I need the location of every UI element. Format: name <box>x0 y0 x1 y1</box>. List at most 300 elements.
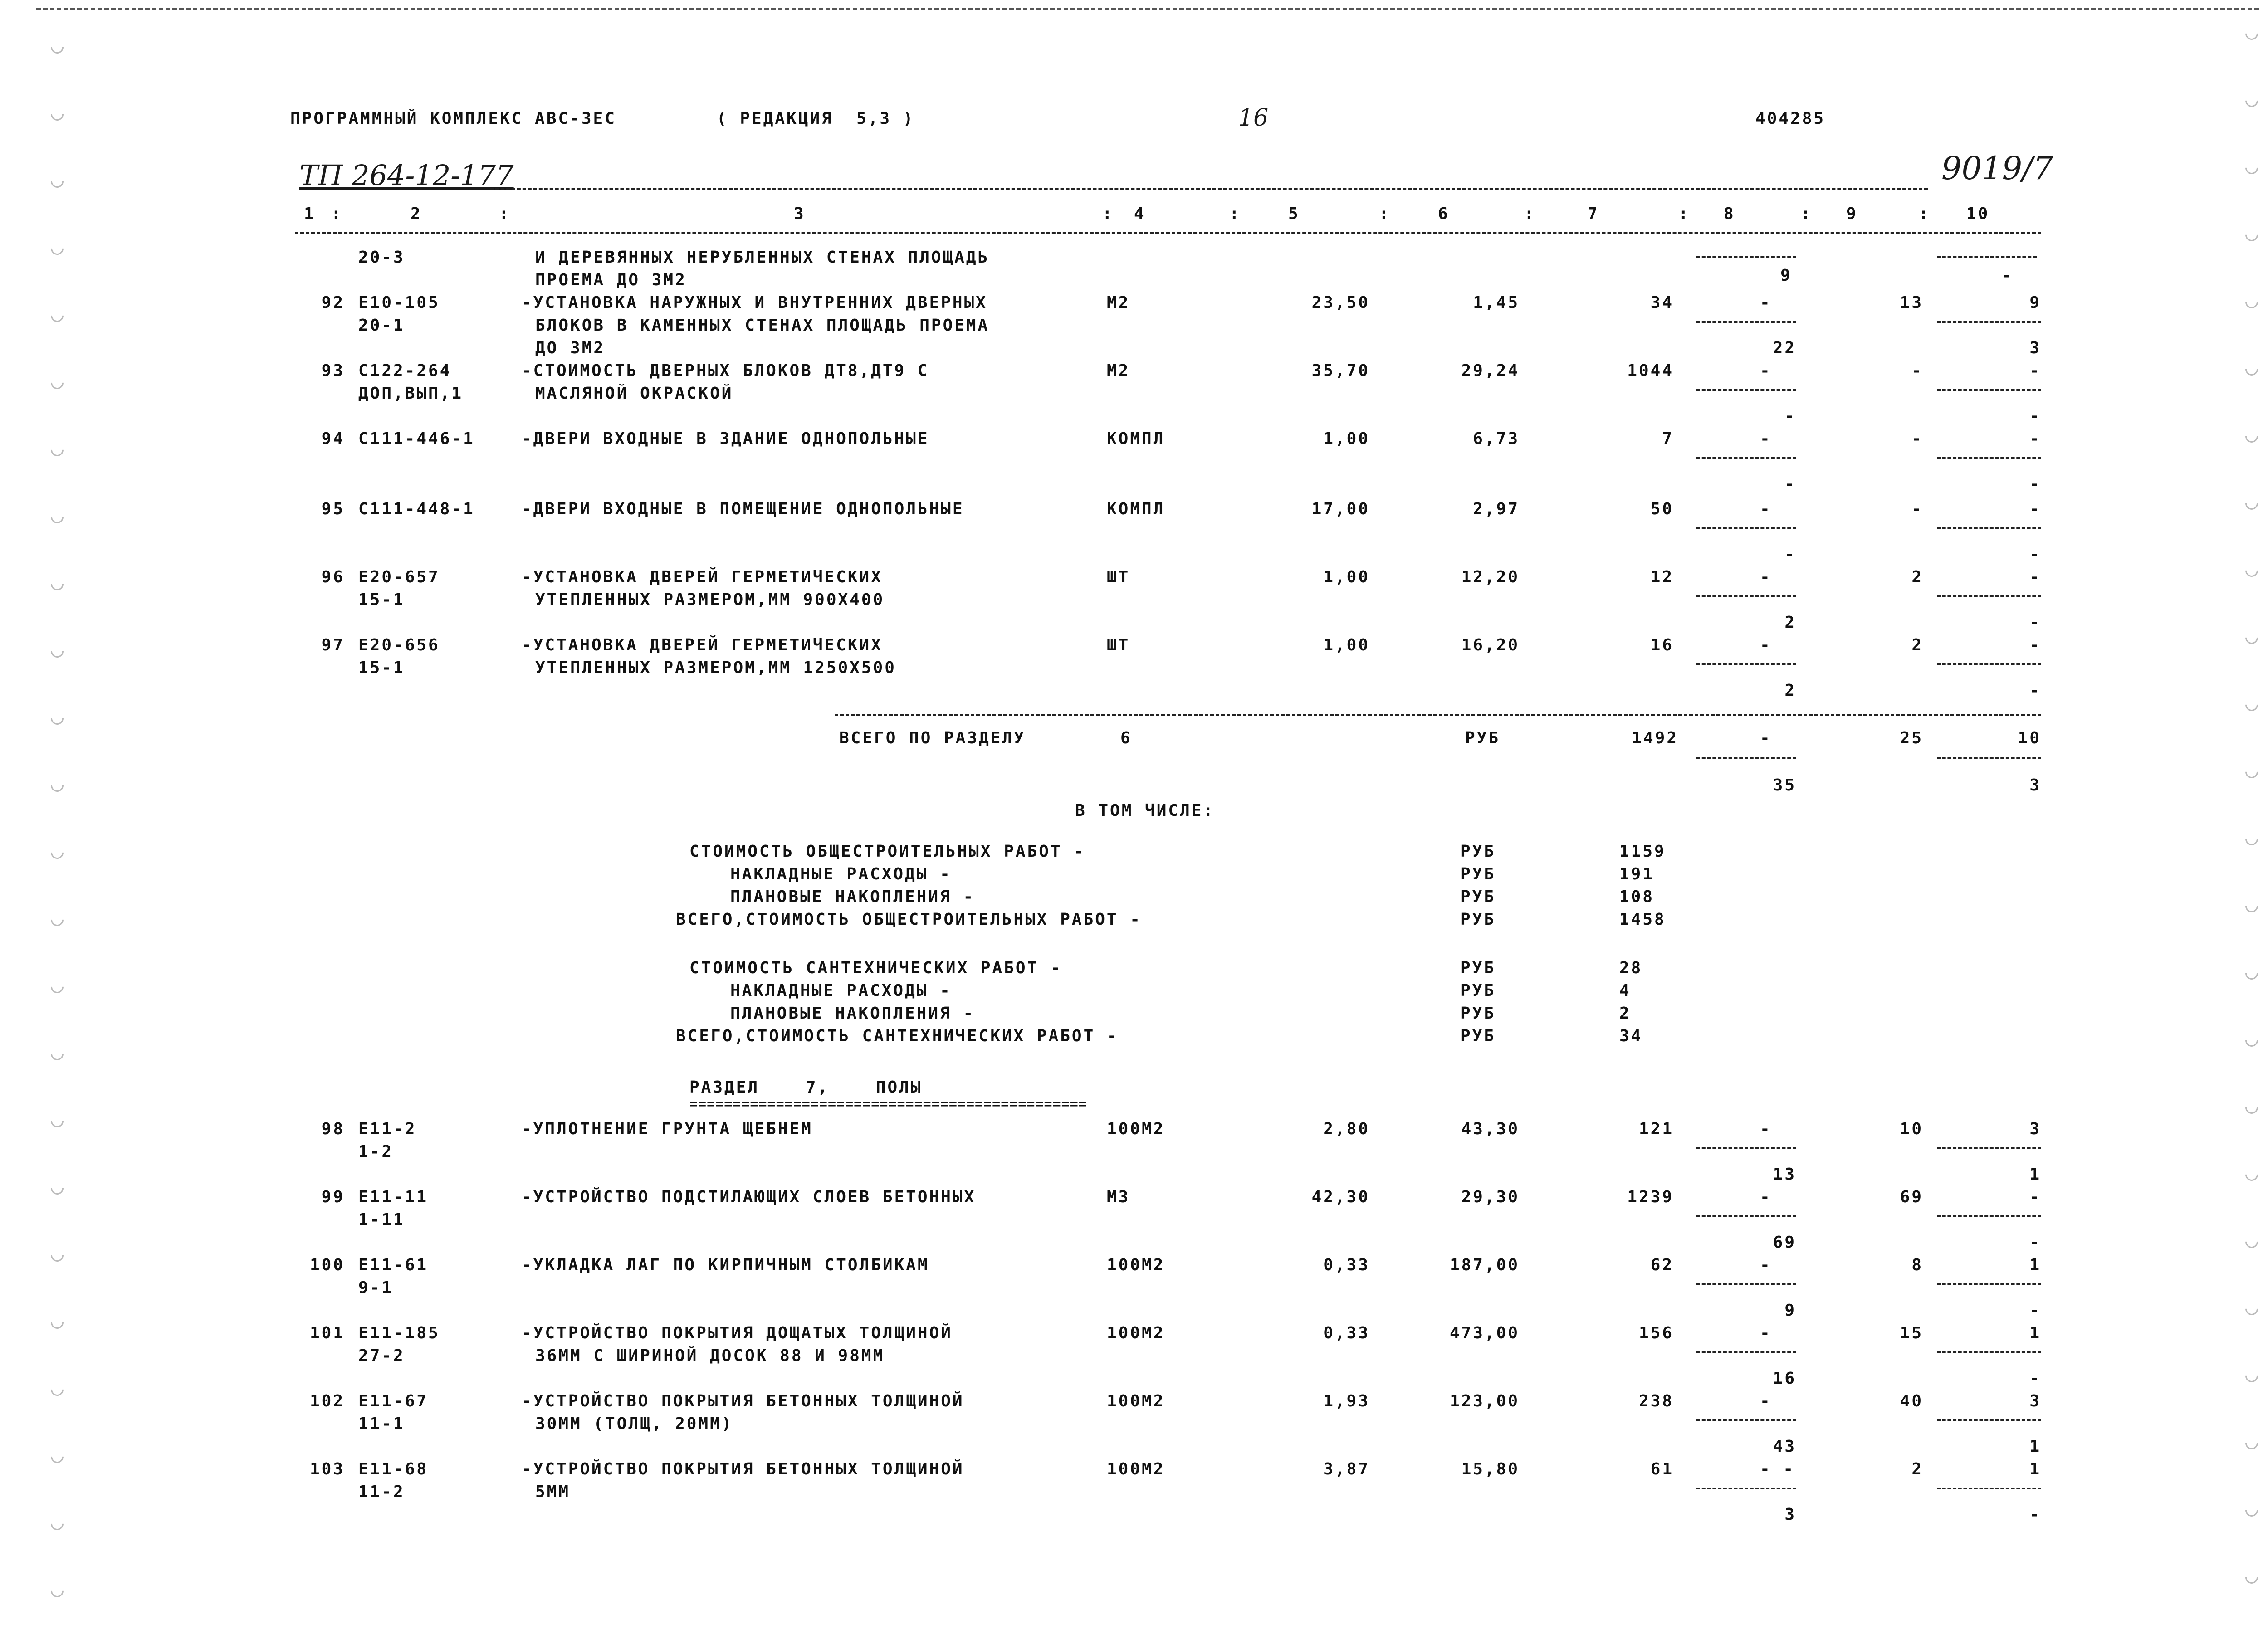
row-price: 473,00 <box>1449 1324 1520 1342</box>
row-col10-top: - <box>2029 500 2041 518</box>
row-col10-bottom: - <box>2029 1369 2041 1388</box>
row-col8-rule <box>1696 1488 1796 1489</box>
column-header-3: 3 <box>794 205 806 223</box>
row-description-2: УТЕПЛЕННЫХ РАЗМЕРОМ,ММ 1250Х500 <box>535 658 896 677</box>
row-quantity: 2,80 <box>1323 1120 1370 1138</box>
summary-unit: РУБ <box>1461 1004 1496 1023</box>
column-header-4: 4 <box>1134 205 1146 223</box>
section-total-unit: РУБ <box>1465 729 1501 747</box>
summary-value: 108 <box>1619 888 1655 906</box>
row-code: С111-448-1 <box>358 500 475 518</box>
summary-label: НАКЛАДНЫЕ РАСХОДЫ - <box>730 981 952 1000</box>
summary-label: ПЛАНОВЫЕ НАКОПЛЕНИЯ - <box>730 888 975 906</box>
pre-desc-2: ПРОЕМА ДО ЗМ2 <box>535 271 687 289</box>
row-total: 1044 <box>1627 361 1674 380</box>
column-separator: : <box>1801 205 1813 223</box>
section-total-rule-8 <box>1696 757 1796 759</box>
row-col8-bottom: 3 <box>1784 1505 1796 1524</box>
row-col8-rule <box>1696 527 1796 529</box>
row-col10-bottom: 1 <box>2029 1165 2041 1184</box>
row-col8-bottom: 2 <box>1784 613 1796 632</box>
row-col10-top: - <box>2029 1188 2041 1206</box>
row-col8-top: - <box>1760 293 1772 312</box>
perforation-hole <box>2243 763 2261 781</box>
perforation-hole <box>48 307 66 325</box>
column-separator: : <box>1379 205 1391 223</box>
row-col10-top: 3 <box>2029 1392 2041 1410</box>
row-number: 94 <box>321 429 345 448</box>
perforation-hole <box>2243 360 2261 378</box>
row-col10-rule <box>1937 1351 2041 1353</box>
including-heading: В ТОМ ЧИСЛЕ: <box>1075 801 1215 820</box>
row-col10-bottom: 1 <box>2029 1437 2041 1456</box>
row-number: 103 <box>309 1460 345 1478</box>
perforation-hole <box>2243 1367 2261 1385</box>
perforation-hole <box>2243 293 2261 311</box>
row-code: Е20-656 <box>358 636 440 654</box>
header-rule-bottom <box>295 232 2041 234</box>
row-number: 99 <box>321 1188 345 1206</box>
row-code: Е11-11 <box>358 1188 429 1206</box>
row-quantity: 0,33 <box>1323 1256 1370 1274</box>
row-total: 7 <box>1662 429 1674 448</box>
row-code-sub: 11-2 <box>358 1483 405 1501</box>
row-price: 16,20 <box>1461 636 1520 654</box>
row-price: 15,80 <box>1461 1460 1520 1478</box>
row-col9: 13 <box>1900 293 1923 312</box>
row-unit: КОМПЛ <box>1107 429 1165 448</box>
perforation-hole <box>48 978 66 996</box>
row-code: Е20-657 <box>358 568 440 586</box>
row-col8-top: - - <box>1760 1460 1795 1478</box>
row-col8-rule <box>1696 321 1796 323</box>
row-number: 100 <box>309 1256 345 1274</box>
total-rule <box>835 714 2041 716</box>
section-total-value: 1492 <box>1632 729 1678 747</box>
row-unit: ШТ <box>1107 636 1130 654</box>
perforation-hole <box>2243 897 2261 915</box>
column-header-1: 1 <box>304 205 316 223</box>
section-total-c9: 25 <box>1900 729 1923 747</box>
pre-c8: 9 <box>1780 266 1792 285</box>
perforation-hole <box>2243 159 2261 177</box>
row-col9: 40 <box>1900 1392 1923 1410</box>
row-description: -ДВЕРИ ВХОДНЫЕ В ЗДАНИЕ ОДНОПОЛЬНЫЕ <box>522 429 929 448</box>
summary-value: 1458 <box>1619 910 1666 929</box>
summary-value: 34 <box>1619 1027 1643 1045</box>
row-description-2: УТЕПЛЕННЫХ РАЗМЕРОМ,ММ 900Х400 <box>535 590 885 609</box>
row-col10-top: - <box>2029 429 2041 448</box>
row-col10-rule <box>1937 389 2041 391</box>
row-total: 156 <box>1638 1324 1674 1342</box>
row-unit: ШТ <box>1107 568 1130 586</box>
summary-unit: РУБ <box>1461 910 1496 929</box>
row-col8-rule <box>1696 1419 1796 1421</box>
sheet-number: 9019/7 <box>1941 150 2053 187</box>
row-description: -УСТАНОВКА ДВЕРЕЙ ГЕРМЕТИЧЕСКИХ <box>522 568 883 586</box>
row-col8-top: - <box>1760 1120 1772 1138</box>
summary-value: 1159 <box>1619 842 1666 861</box>
column-separator: : <box>1229 205 1241 223</box>
pre-desc-1: И ДЕРЕВЯННЫХ НЕРУБЛЕННЫХ СТЕНАХ ПЛОЩАДЬ <box>535 248 990 267</box>
section-total-c10a: 10 <box>2018 729 2041 747</box>
row-number: 102 <box>309 1392 345 1410</box>
row-col8-top: - <box>1760 361 1772 380</box>
row-description: -УСТАНОВКА ДВЕРЕЙ ГЕРМЕТИЧЕСКИХ <box>522 636 883 654</box>
row-col10-bottom: - <box>2029 475 2041 493</box>
perforation-hole <box>48 844 66 862</box>
row-col10-rule <box>1937 595 2041 597</box>
perforation-hole <box>48 105 66 123</box>
row-quantity: 0,33 <box>1323 1324 1370 1342</box>
project-code: ТП 264-12-177 <box>299 159 514 192</box>
row-col9: 2 <box>1911 1460 1923 1478</box>
summary-label: НАКЛАДНЫЕ РАСХОДЫ - <box>730 865 952 883</box>
section-7-title: РАЗДЕЛ 7, ПОЛЫ <box>689 1078 923 1097</box>
summary-value: 28 <box>1619 959 1643 977</box>
row-total: 238 <box>1638 1392 1674 1410</box>
row-col9: - <box>1911 429 1923 448</box>
row-description-2: БЛОКОВ В КАМЕННЫХ СТЕНАХ ПЛОЩАДЬ ПРОЕМА <box>535 316 990 335</box>
section-total-rule-10 <box>1937 757 2041 759</box>
row-code: Е11-68 <box>358 1460 429 1478</box>
summary-label: ВСЕГО,СТОИМОСТЬ САНТЕХНИЧЕСКИХ РАБОТ - <box>676 1027 1119 1045</box>
row-col10-top: - <box>2029 361 2041 380</box>
row-col8-bottom: 2 <box>1784 681 1796 700</box>
perforation-hole <box>2243 1434 2261 1452</box>
row-quantity: 1,93 <box>1323 1392 1370 1410</box>
summary-value: 191 <box>1619 865 1655 883</box>
row-col8-bottom: - <box>1784 475 1796 493</box>
row-col10-top: 3 <box>2029 1120 2041 1138</box>
perforation-hole <box>2243 1166 2261 1184</box>
row-description: -УСТАНОВКА НАРУЖНЫХ И ВНУТРЕННИХ ДВЕРНЫХ <box>522 293 987 312</box>
edition: ( РЕДАКЦИЯ 5,3 ) <box>717 109 915 128</box>
row-quantity: 1,00 <box>1323 568 1370 586</box>
perforation-hole <box>2243 1098 2261 1117</box>
column-header-5: 5 <box>1288 205 1300 223</box>
row-col8-top: - <box>1760 636 1772 654</box>
perforation-hole <box>48 1246 66 1264</box>
summary-unit: РУБ <box>1461 865 1496 883</box>
pre-rule-8 <box>1696 256 1796 258</box>
perforation-hole <box>48 508 66 526</box>
row-col10-bottom: - <box>2029 1233 2041 1252</box>
column-separator: : <box>1524 205 1536 223</box>
row-quantity: 1,00 <box>1323 429 1370 448</box>
summary-unit: РУБ <box>1461 959 1496 977</box>
row-col10-rule <box>1937 663 2041 665</box>
top-edge-line <box>36 8 2259 10</box>
row-code-sub: 20-1 <box>358 316 405 335</box>
row-col8-bottom: 43 <box>1773 1437 1796 1456</box>
row-description-2: 36ММ С ШИРИНОЙ ДОСОК 88 И 98ММ <box>535 1346 885 1365</box>
perforation-hole <box>48 776 66 795</box>
row-unit: КОМПЛ <box>1107 500 1165 518</box>
row-unit: М3 <box>1107 1188 1130 1206</box>
page-number: 16 <box>1238 104 1269 132</box>
perforation-hole <box>2243 1300 2261 1318</box>
perforation-hole <box>48 1112 66 1130</box>
perforation-hole <box>2243 696 2261 714</box>
row-col10-top: - <box>2029 568 2041 586</box>
perforation-hole <box>2243 561 2261 580</box>
summary-unit: РУБ <box>1461 1027 1496 1045</box>
row-col10-rule <box>1937 1488 2041 1489</box>
row-col10-top: 9 <box>2029 293 2041 312</box>
row-price: 43,30 <box>1461 1120 1520 1138</box>
row-col9: 2 <box>1911 568 1923 586</box>
row-col10-bottom: - <box>2029 1505 2041 1524</box>
row-code: Е11-185 <box>358 1324 440 1342</box>
row-total: 50 <box>1650 500 1674 518</box>
row-unit: 100М2 <box>1107 1460 1165 1478</box>
row-number: 95 <box>321 500 345 518</box>
row-unit: 100М2 <box>1107 1324 1165 1342</box>
perforation-hole <box>48 1448 66 1466</box>
row-description: -УСТРОЙСТВО ПОКРЫТИЯ ДОЩАТЫХ ТОЛЩИНОЙ <box>522 1324 953 1342</box>
row-total: 121 <box>1638 1120 1674 1138</box>
row-number: 97 <box>321 636 345 654</box>
row-description: -УСТРОЙСТВО ПОКРЫТИЯ БЕТОННЫХ ТОЛЩИНОЙ <box>522 1460 964 1478</box>
row-col10-top: 1 <box>2029 1324 2041 1342</box>
pre-rule-10 <box>1937 256 2037 258</box>
summary-value: 4 <box>1619 981 1631 1000</box>
header-rule-top <box>490 188 1928 190</box>
column-header-7: 7 <box>1588 205 1599 223</box>
row-col10-rule <box>1937 457 2041 459</box>
perforation-hole <box>48 1179 66 1197</box>
perforation-hole <box>48 1515 66 1533</box>
row-code: С122-264 <box>358 361 452 380</box>
perforation-hole <box>48 911 66 929</box>
row-col10-top: 1 <box>2029 1256 2041 1274</box>
row-quantity: 1,00 <box>1323 636 1370 654</box>
row-unit: 100М2 <box>1107 1120 1165 1138</box>
row-col10-top: 1 <box>2029 1460 2041 1478</box>
row-col9: 69 <box>1900 1188 1923 1206</box>
row-col9: - <box>1911 500 1923 518</box>
row-col8-top: - <box>1760 568 1772 586</box>
row-col8-bottom: 13 <box>1773 1165 1796 1184</box>
summary-label: СТОИМОСТЬ ОБЩЕСТРОИТЕЛЬНЫХ РАБОТ - <box>689 842 1085 861</box>
row-price: 12,20 <box>1461 568 1520 586</box>
section-total-c8b: 35 <box>1773 776 1796 795</box>
doc-code: 404285 <box>1755 109 1826 128</box>
row-number: 98 <box>321 1120 345 1138</box>
row-col10-bottom: 3 <box>2029 339 2041 357</box>
column-separator: : <box>499 205 511 223</box>
row-col10-rule <box>1937 527 2041 529</box>
row-total: 1239 <box>1627 1188 1674 1206</box>
row-col10-bottom: - <box>2029 545 2041 564</box>
row-col8-top: - <box>1760 1392 1772 1410</box>
perforation-hole <box>2243 494 2261 512</box>
section-total-c10b: 3 <box>2029 776 2041 795</box>
row-total: 34 <box>1650 293 1674 312</box>
row-description: -ДВЕРИ ВХОДНЫЕ В ПОМЕЩЕНИЕ ОДНОПОЛЬНЫЕ <box>522 500 964 518</box>
row-code: Е11-61 <box>358 1256 429 1274</box>
row-unit: М2 <box>1107 361 1130 380</box>
column-header-9: 9 <box>1846 205 1858 223</box>
row-code-sub: 15-1 <box>358 590 405 609</box>
row-number: 101 <box>309 1324 345 1342</box>
row-quantity: 42,30 <box>1311 1188 1370 1206</box>
row-col8-bottom: 22 <box>1773 339 1796 357</box>
perforation-hole <box>48 441 66 459</box>
row-col8-bottom: 9 <box>1784 1301 1796 1320</box>
row-col8-rule <box>1696 1147 1796 1149</box>
perforation-hole <box>48 642 66 660</box>
row-col10-rule <box>1937 1147 2041 1149</box>
row-col10-rule <box>1937 321 2041 323</box>
row-col10-bottom: - <box>2029 407 2041 425</box>
row-total: 62 <box>1650 1256 1674 1274</box>
summary-label: ПЛАНОВЫЕ НАКОПЛЕНИЯ - <box>730 1004 975 1023</box>
row-code: Е11-67 <box>358 1392 429 1410</box>
summary-unit: РУБ <box>1461 888 1496 906</box>
row-col10-top: - <box>2029 636 2041 654</box>
row-col10-bottom: - <box>2029 613 2041 632</box>
summary-unit: РУБ <box>1461 981 1496 1000</box>
row-quantity: 35,70 <box>1311 361 1370 380</box>
row-code: С111-446-1 <box>358 429 475 448</box>
row-code-sub: 9-1 <box>358 1278 394 1297</box>
row-col8-top: - <box>1760 500 1772 518</box>
row-col8-rule <box>1696 595 1796 597</box>
column-header-2: 2 <box>411 205 422 223</box>
column-separator: : <box>1919 205 1931 223</box>
row-code-sub: 1-2 <box>358 1142 394 1161</box>
row-col8-rule <box>1696 1215 1796 1217</box>
summary-value: 2 <box>1619 1004 1631 1023</box>
perforation-hole <box>48 709 66 727</box>
row-price: 6,73 <box>1473 429 1520 448</box>
row-description: -УПЛОТНЕНИЕ ГРУНТА ЩЕБНЕМ <box>522 1120 813 1138</box>
row-col9: - <box>1911 361 1923 380</box>
perforation-hole <box>2243 830 2261 848</box>
column-separator: : <box>1102 205 1114 223</box>
row-col8-bottom: - <box>1784 407 1796 425</box>
row-unit: 100М2 <box>1107 1392 1165 1410</box>
row-col8-top: - <box>1760 1324 1772 1342</box>
row-col8-bottom: - <box>1784 545 1796 564</box>
row-col8-rule <box>1696 1351 1796 1353</box>
row-code-sub: 11-1 <box>358 1415 405 1433</box>
column-header-6: 6 <box>1438 205 1450 223</box>
row-price: 187,00 <box>1449 1256 1520 1274</box>
row-code-sub: 27-2 <box>358 1346 405 1365</box>
perforation-hole <box>2243 226 2261 244</box>
perforation-hole <box>2243 92 2261 110</box>
row-col8-bottom: 16 <box>1773 1369 1796 1388</box>
row-total: 12 <box>1650 568 1674 586</box>
pre-code: 20-3 <box>358 248 405 267</box>
perforation-hole <box>2243 1031 2261 1049</box>
row-description-2: 5ММ <box>535 1483 571 1501</box>
row-price: 29,24 <box>1461 361 1520 380</box>
row-code-sub: 1-11 <box>358 1210 405 1229</box>
perforation-hole <box>2243 1233 2261 1251</box>
perforation-hole <box>2243 964 2261 982</box>
perforation-hole <box>2243 629 2261 647</box>
perforation-hole <box>48 575 66 593</box>
row-number: 96 <box>321 568 345 586</box>
row-total: 16 <box>1650 636 1674 654</box>
column-header-8: 8 <box>1724 205 1735 223</box>
summary-label: ВСЕГО,СТОИМОСТЬ ОБЩЕСТРОИТЕЛЬНЫХ РАБОТ - <box>676 910 1142 929</box>
row-description: -УСТРОЙСТВО ПОКРЫТИЯ БЕТОННЫХ ТОЛЩИНОЙ <box>522 1392 964 1410</box>
row-quantity: 3,87 <box>1323 1460 1370 1478</box>
section-7-underline: ============================================== <box>689 1096 1087 1112</box>
row-quantity: 23,50 <box>1311 293 1370 312</box>
row-unit: М2 <box>1107 293 1130 312</box>
column-separator: : <box>331 205 343 223</box>
summary-label: СТОИМОСТЬ САНТЕХНИЧЕСКИХ РАБОТ - <box>689 959 1062 977</box>
row-col10-bottom: - <box>2029 681 2041 700</box>
row-total: 61 <box>1650 1460 1674 1478</box>
row-description-2: МАСЛЯНОЙ ОКРАСКОЙ <box>535 384 733 403</box>
row-col10-rule <box>1937 1215 2041 1217</box>
row-col8-rule <box>1696 663 1796 665</box>
row-code: Е10-105 <box>358 293 440 312</box>
row-quantity: 17,00 <box>1311 500 1370 518</box>
row-description: -УСТРОЙСТВО ПОДСТИЛАЮЩИХ СЛОЕВ БЕТОННЫХ <box>522 1188 976 1206</box>
perforation-hole <box>2243 427 2261 445</box>
row-price: 29,30 <box>1461 1188 1520 1206</box>
row-price: 2,97 <box>1473 500 1520 518</box>
pre-c10: - <box>2001 266 2013 285</box>
program-name: ПРОГРАММНЫЙ КОМПЛЕКС АВС-ЗЕС <box>290 109 616 128</box>
row-col8-rule <box>1696 457 1796 459</box>
row-price: 1,45 <box>1473 293 1520 312</box>
perforation-hole <box>48 374 66 392</box>
row-code: Е11-2 <box>358 1120 417 1138</box>
row-col9: 10 <box>1900 1120 1923 1138</box>
row-code-sub: 15-1 <box>358 658 405 677</box>
row-col10-rule <box>1937 1419 2041 1421</box>
section-total-c8a: - <box>1760 729 1772 747</box>
row-col8-top: - <box>1760 1256 1772 1274</box>
row-col9: 8 <box>1911 1256 1923 1274</box>
perforation-hole <box>48 239 66 258</box>
perforation-hole <box>48 38 66 56</box>
row-col8-top: - <box>1760 429 1772 448</box>
row-col9: 2 <box>1911 636 1923 654</box>
row-col10-rule <box>1937 1283 2041 1285</box>
row-col8-rule <box>1696 389 1796 391</box>
row-price: 123,00 <box>1449 1392 1520 1410</box>
row-col8-top: - <box>1760 1188 1772 1206</box>
perforation-hole <box>48 1313 66 1332</box>
row-col9: 15 <box>1900 1324 1923 1342</box>
row-col8-bottom: 69 <box>1773 1233 1796 1252</box>
perforation-hole <box>48 1045 66 1063</box>
row-col10-bottom: - <box>2029 1301 2041 1320</box>
row-number: 93 <box>321 361 345 380</box>
row-description: -УКЛАДКА ЛАГ ПО КИРПИЧНЫМ СТОЛБИКАМ <box>522 1256 929 1274</box>
perforation-hole <box>48 172 66 190</box>
perforation-hole <box>2243 1501 2261 1519</box>
column-header-10: 10 <box>1966 205 1990 223</box>
perforation-hole <box>48 1582 66 1600</box>
perforation-hole <box>2243 24 2261 43</box>
perforation-hole <box>48 1380 66 1399</box>
row-number: 92 <box>321 293 345 312</box>
perforation-hole <box>2243 1568 2261 1586</box>
summary-unit: РУБ <box>1461 842 1496 861</box>
section-total-label: ВСЕГО ПО РАЗДЕЛУ <box>839 729 1026 747</box>
